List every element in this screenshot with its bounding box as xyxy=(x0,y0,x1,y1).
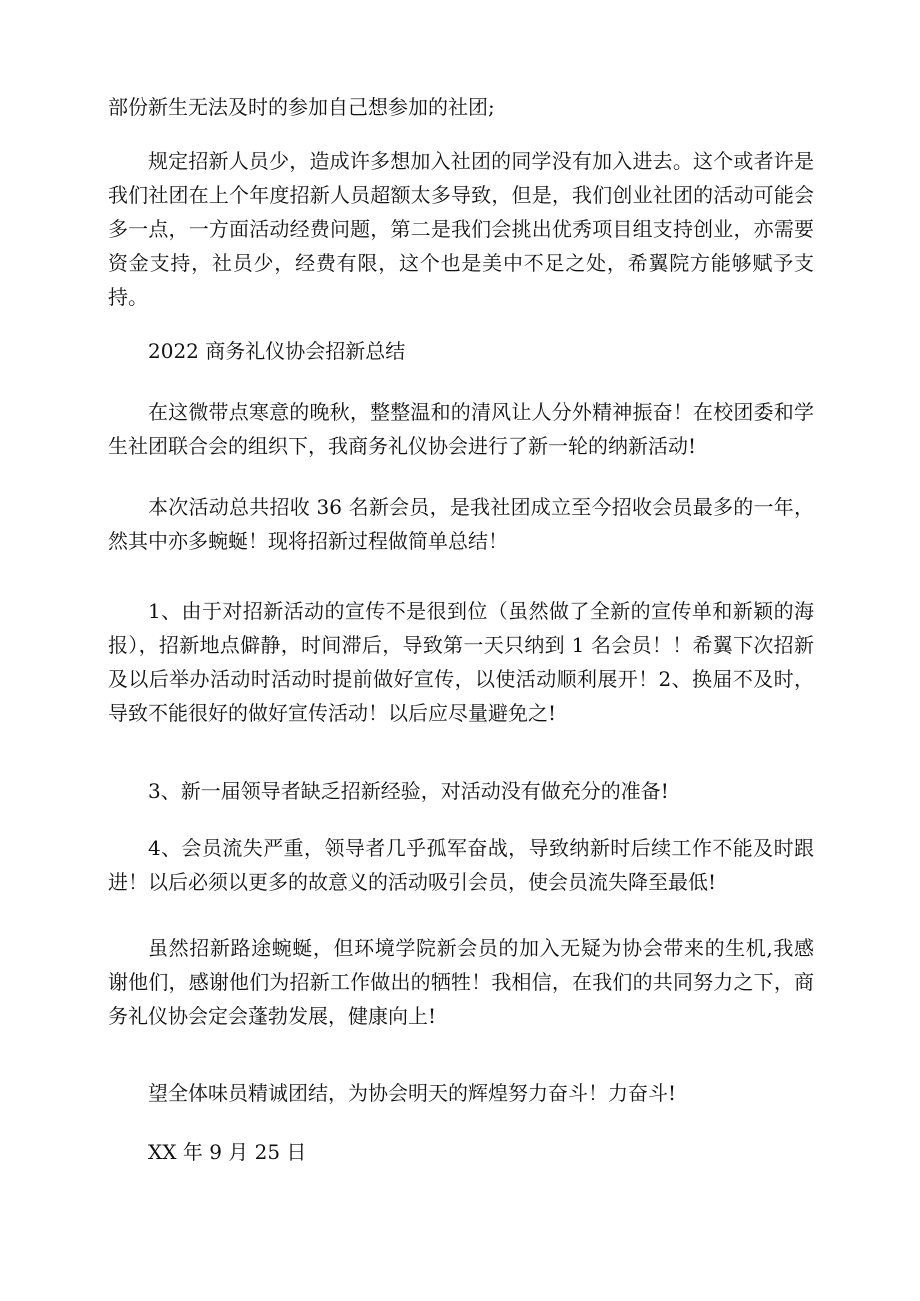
paragraph-summary: 本次活动总共招收 36 名新会员，是我社团成立至今招收会员最多的一年，然其中亦多蜿蜒！现将招新过程做简单总结！ xyxy=(108,495,814,553)
paragraph-continuation: 部份新生无法及时的参加自己想参加的社团; xyxy=(108,95,495,119)
paragraph-intro: 在这微带点寒意的晚秋，整整温和的清风让人分外精神振奋！在校团委和学生社团联合会的组织下，我商务礼仪协会进行了新一轮的纳新活动! xyxy=(108,400,814,458)
section-title: 2022 商务礼仪协会招新总结 xyxy=(148,339,406,363)
paragraph-point-1-2: 1、由于对招新活动的宣传不是很到位（虽然做了全新的宣传单和新颖的海报），招新地点僻静，时间滞后，导致第一天只纳到 1 名会员！！希翼下次招新及以后举办活动时活动时提前做好宣传，以使活动顺利展开！2、换届不及时，导致不能很好的做好宣传活动！以后应尽量避免之! xyxy=(108,599,814,725)
paragraph-point-4: 4、会员流失严重，领导者几乎孤军奋战，导致纳新时后续工作不能及时跟进！以后必须以更多的故意义的活动吸引会员，使会员流失降至最低! xyxy=(108,836,814,894)
paragraph-conclusion: 虽然招新路途蜿蜒，但环境学院新会员的加入无疑为协会带来的生机,我感谢他们，感谢他们为招新工作做出的牺牲！我相信，在我们的共同努力之下，商务礼仪协会定会蓬勃发展，健康向上! xyxy=(108,936,814,1028)
document-date: XX 年 9 月 25 日 xyxy=(148,1140,307,1164)
paragraph-recruitment-limits: 规定招新人员少，造成许多想加入社团的同学没有加入进去。这个或者许是我们社团在上个年度招新人员超额太多导致，但是，我们创业社团的活动可能会多一点，一方面活动经费问题，第二是我们会挑出优秀项目组支持创业，亦需要资金支持，社员少，经费有限，这个也是美中不足之处，希翼院方能够赋予支持。 xyxy=(108,149,814,309)
paragraph-closing-wish: 望全体味员精诚团结，为协会明天的辉煌努力奋斗！力奋斗! xyxy=(148,1081,677,1105)
paragraph-point-3: 3、新一届领导者缺乏招新经验，对活动没有做充分的准备! xyxy=(148,779,669,803)
